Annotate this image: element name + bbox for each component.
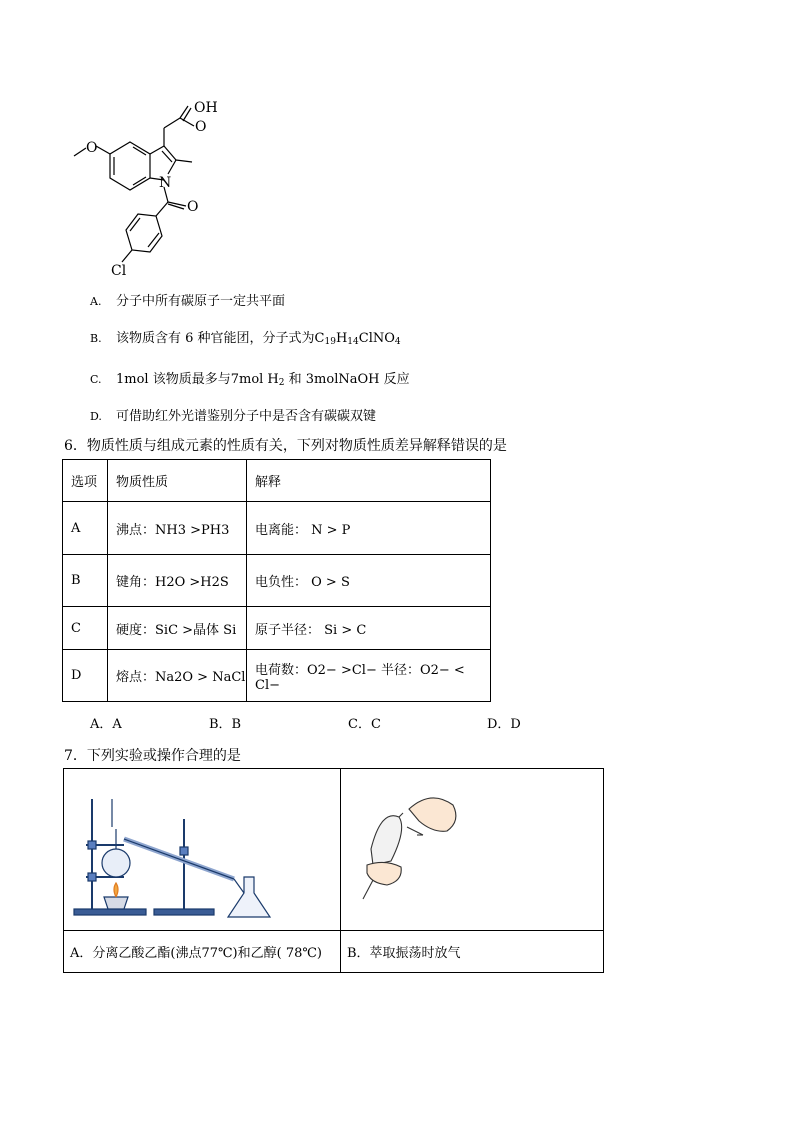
q7-table xyxy=(63,768,604,973)
nitrogen-label: N xyxy=(159,175,172,191)
q7-title: 7．下列实验或操作合理的是 xyxy=(64,748,241,764)
q6-title: 6．物质性质与组成元素的性质有关，下列对物质性质差异解释错误的是 xyxy=(64,438,507,454)
q5-option-text: 分子中所有碳原子一定共平面 xyxy=(116,294,286,309)
distillation-figure-cell xyxy=(64,769,341,931)
row-property: 熔点：Na2O > NaCl xyxy=(108,650,247,702)
row-property: 硬度：SiC >晶体 Si xyxy=(108,607,247,650)
row-property: 键角：H2O >H2S xyxy=(108,555,247,607)
q5-option-a xyxy=(90,290,285,309)
header-property: 物质性质 xyxy=(108,460,247,502)
q5-option-c: C. 1mol 该物质最多与7mol $H_2$ 和 3molNaOH 反应 xyxy=(90,372,410,388)
separatory-funnel-image xyxy=(341,769,603,926)
caption-b: B．萃取振荡时放气 xyxy=(341,931,604,973)
chlorine-label: Cl xyxy=(111,263,127,279)
row-option: B xyxy=(63,555,108,607)
q6-answer-a: A．A xyxy=(90,717,122,732)
methoxy-oxygen-label: O xyxy=(86,140,98,156)
q5-option-text: 1mol 该物质最多与 xyxy=(116,372,231,387)
q5-option-letter: D. xyxy=(90,410,102,423)
caption-row xyxy=(64,931,604,973)
header-explanation: 解释 xyxy=(247,460,491,502)
q5-option-letter: C. xyxy=(90,373,102,386)
q6-table xyxy=(62,459,491,702)
q6-answer-c: C．C xyxy=(348,717,381,732)
header-option: 选项 xyxy=(63,460,108,502)
q5-option-letter: B. xyxy=(90,332,102,345)
row-option: C xyxy=(63,607,108,650)
q6-answer-b: B．B xyxy=(209,717,242,732)
table-row xyxy=(63,502,491,555)
row-explanation: 电离能： N > P xyxy=(247,502,491,555)
q5-option-letter: A. xyxy=(90,295,102,308)
caption-a: A．分离乙酸乙酯(沸点77℃)和乙醇( 78℃) xyxy=(64,931,341,973)
figure-row xyxy=(64,769,604,931)
row-property: 沸点：NH3 >PH3 xyxy=(108,502,247,555)
row-option: A xyxy=(63,502,108,555)
q5-option-text: 可借助红外光谱鉴别分子中是否含有碳碳双键 xyxy=(116,409,377,424)
q5-option-text: 该物质含有 6 种官能团，分子式为 xyxy=(116,331,315,346)
row-explanation: 原子半径： Si > C xyxy=(247,607,491,650)
row-explanation: 电荷数：O2− >Cl− 半径：O2− < Cl− xyxy=(247,650,491,702)
distillation-apparatus-image xyxy=(64,769,340,926)
q5-option-b xyxy=(90,327,401,347)
table-row xyxy=(63,555,491,607)
table-row xyxy=(63,607,491,650)
table-row xyxy=(63,650,491,702)
row-option: D xyxy=(63,650,108,702)
carbonyl-oxygen-label: O xyxy=(187,199,199,215)
shaking-figure-cell xyxy=(341,769,604,931)
oh-label: OH xyxy=(194,100,218,116)
molecule-structure xyxy=(60,90,240,280)
q6-answer-d: D．D xyxy=(487,717,521,732)
molecular-formula: $C_{19}H_{14}ClNO_4$ xyxy=(314,331,401,347)
table-header-row xyxy=(63,460,491,502)
q5-option-d xyxy=(90,405,376,424)
acid-oxygen-label: O xyxy=(195,119,207,135)
row-explanation: 电负性： O > S xyxy=(247,555,491,607)
